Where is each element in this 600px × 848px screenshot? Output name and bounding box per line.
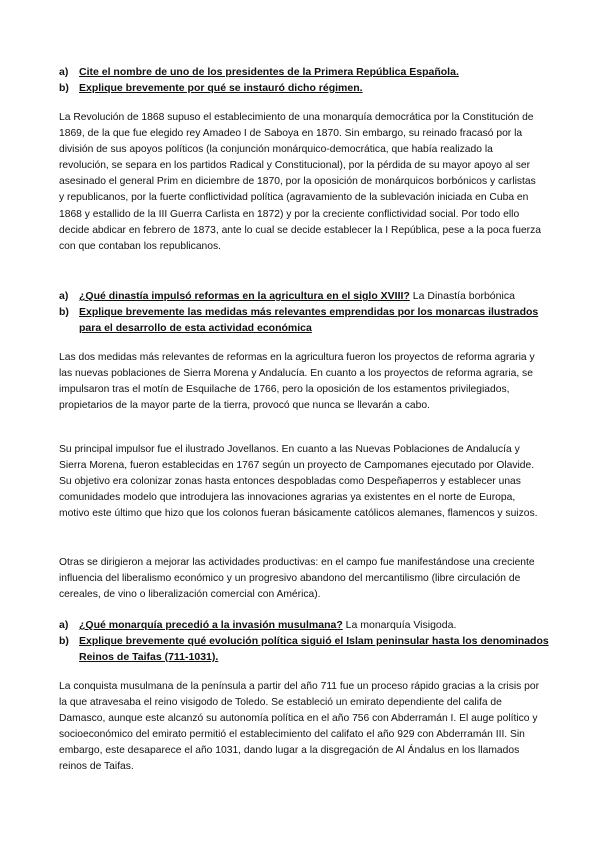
question-answer: La Dinastía borbónica: [409, 290, 515, 302]
question-text: Explique brevemente qué evolución política siguió el Islam peninsular hasta los denominados Reinos de Taifas (711-1031).: [79, 635, 549, 663]
paragraph-text: Su principal impulsor fue el ilustrado Jovellanos. En cuanto a las Nuevas Poblaciones de Andalucía y Sierra Morena, fueron establecidas en 1767 según un proyecto de Campomanes ejecutado por Olavide. Su objetivo era colonizar zonas hasta entonces despobladas como Despeñaperros y establecer unas comunidades modelo que introdujera las innovaciones agrarias ya existentes en el norte de Europa, motivo este último que hizo que los colonos fueran básicamente católicos alemanes, flamencos y suizos.: [59, 444, 538, 520]
question-text: ¿Qué dinastía impulsó reformas en la agricultura en el siglo XVIII?: [79, 290, 410, 302]
question-2b: [59, 304, 559, 336]
paragraph-text: La Revolución de 1868 supuso el establecimiento de una monarquía democrática por la Constitución de 1869, de la que fue elegido rey Amadeo I de Saboya en 1870. Sin embargo, su reinado fracasó por la división de sus apoyos políticos (la conjunción monárquico-democrática, que había realizado la revolución, se separa en los partidos Radical y Constitucional), por la pérdida de su mayor apoyo al ser asesinado el general Prim en diciembre de 1870, por la oposición de monárquicos borbónicos y carlistas y republicanos, por la fuerte conflictividad política (agravamiento de la sublevación iniciada en Cuba en 1868 y estallido de la III Guerra Carlista en 1872) y por la creciente conflictividad social. Por todo ello decide abdicar en febrero de 1873, ante lo cual se decide establecer la I República, pese a la poca fuerza con que contaban los republicanos.: [59, 112, 541, 252]
answer-paragraph-1: [59, 110, 543, 255]
question-2a: [59, 288, 559, 304]
answer-paragraph-2a: [59, 350, 543, 414]
paragraph-text: Las dos medidas más relevantes de reformas en la agricultura fueron los proyectos de reforma agraria y las nuevas poblaciones de Sierra Morena y Andalucía. En cuanto a los proyectos de reforma agraria, se impulsaron tras el motín de Esquilache de 1766, pero la oposición de los estamentos privilegiados, propietarios de la mayor parte de la tierra, provocó que nunca se llevarán a cabo.: [59, 352, 535, 412]
question-text: ¿Qué monarquía precedió a la invasión musulmana?: [79, 619, 343, 631]
question-text: Explique brevemente por qué se instauró dicho régimen.: [79, 82, 363, 94]
question-label: b): [59, 306, 69, 318]
answer-paragraph-2c: [59, 555, 543, 603]
paragraph-text: La conquista musulmana de la península a partir del año 711 fue un proceso rápido gracias a la crisis por la que atravesaba el reino visigodo de Toledo. Se estableció un emirato dependiente del califa de Damasco, aunque este alcanzó su autonomía política en el año 756 con Abderramán I. El auge político y socioeconómico del emirato permitió el establecimiento del califato el año 929 con Abderramán III. Sin embargo, este desaparece el año 1031, dando lugar a la disgregación de Al Ándalus en los llamados reinos de Taifas.: [59, 681, 540, 773]
question-label: b): [59, 635, 69, 647]
question-3b: [59, 633, 559, 665]
answer-paragraph-3: [59, 679, 543, 776]
question-label: a): [59, 619, 69, 631]
question-label: a): [59, 66, 69, 78]
answer-paragraph-2b: [59, 442, 543, 522]
question-text: Cite el nombre de uno de los presidentes de la Primera República Española.: [79, 66, 459, 78]
question-1a: [59, 64, 559, 80]
question-1b: [59, 80, 559, 96]
question-text: Explique brevemente las medidas más relevantes emprendidas por los monarcas ilustrados para el desarrollo de esta actividad económica: [79, 306, 539, 334]
paragraph-text: Otras se dirigieron a mejorar las actividades productivas: en el campo fue manifestándose una creciente influencia del liberalismo económico y un progresivo abandono del mercantilismo (libre circulación de cereales, de vino o liberalización comercial con América).: [59, 557, 535, 601]
question-answer: La monarquía Visigoda.: [342, 619, 457, 631]
question-label: b): [59, 82, 69, 94]
question-3a: [59, 617, 559, 633]
question-label: a): [59, 290, 69, 302]
